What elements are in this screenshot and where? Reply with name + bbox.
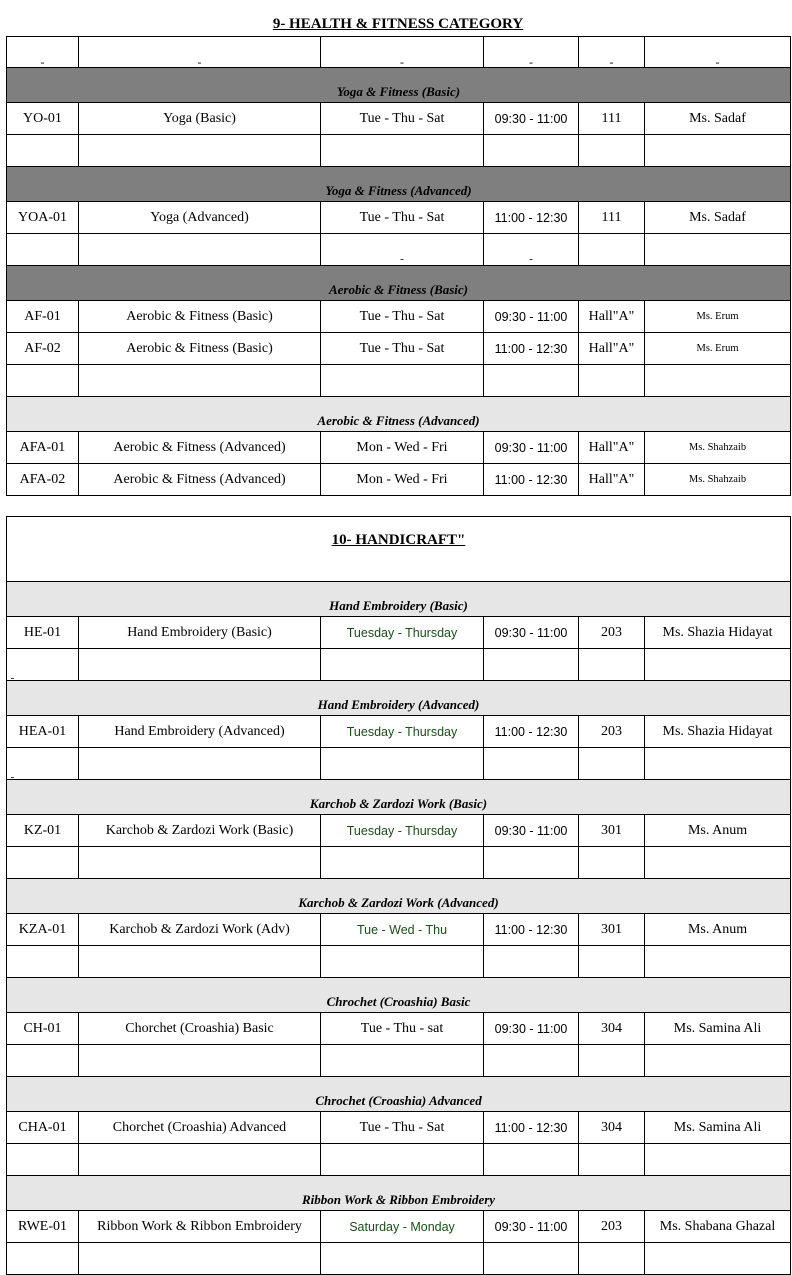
course-room: 111 — [579, 202, 645, 234]
category-header — [7, 397, 791, 432]
empty-cell — [79, 748, 321, 780]
course-days: Tue - Thu - sat — [321, 1013, 484, 1045]
course-room: 203 — [579, 617, 645, 649]
empty-cell — [79, 649, 321, 681]
empty-cell — [79, 946, 321, 978]
table-row — [7, 301, 791, 333]
course-code: AF-01 — [7, 301, 79, 333]
course-time: 11:00 - 12:30 — [484, 1112, 579, 1144]
blank-row — [7, 234, 791, 266]
course-days: Saturday - Monday — [321, 1211, 484, 1243]
category-title: Karchob & Zardozi Work (Advanced) — [7, 879, 791, 914]
course-name: Yoga (Advanced) — [79, 202, 321, 234]
empty-cell — [645, 1045, 791, 1077]
course-code: RWE-01 — [7, 1211, 79, 1243]
course-teacher: Ms. Anum — [645, 914, 791, 946]
empty-cell — [7, 847, 79, 879]
empty-cell — [7, 135, 79, 167]
table-row — [7, 1112, 791, 1144]
course-name: Karchob & Zardozi Work (Basic) — [79, 815, 321, 847]
course-days: Tue - Thu - Sat — [321, 333, 484, 365]
empty-cell — [645, 748, 791, 780]
table-row — [7, 202, 791, 234]
blank-row — [7, 1144, 791, 1176]
table-row — [7, 815, 791, 847]
empty-cell — [579, 1144, 645, 1176]
course-teacher: Ms. Sadaf — [645, 202, 791, 234]
course-room: 111 — [579, 103, 645, 135]
course-time: 09:30 - 11:00 — [484, 301, 579, 333]
course-teacher: Ms. Shahzaib — [645, 432, 791, 464]
course-room: 203 — [579, 716, 645, 748]
category-header — [7, 780, 791, 815]
table-row — [7, 1013, 791, 1045]
section-title-health-fitness: 9- HEALTH & FITNESS CATEGORY — [272, 16, 524, 32]
course-name: Chorchet (Croashia) Advanced — [79, 1112, 321, 1144]
course-time: 11:00 - 12:30 — [484, 464, 579, 496]
empty-cell — [321, 649, 484, 681]
blank-row — [7, 135, 791, 167]
empty-cell — [7, 1144, 79, 1176]
empty-cell — [484, 946, 579, 978]
category-title: Yoga & Fitness (Advanced) — [7, 167, 791, 202]
empty-cell — [579, 847, 645, 879]
course-name: Aerobic & Fitness (Basic) — [79, 333, 321, 365]
health-fitness-table — [6, 36, 791, 496]
course-days: Tuesday - Thursday — [321, 716, 484, 748]
empty-cell — [484, 847, 579, 879]
empty-cell — [645, 365, 791, 397]
empty-cell — [7, 1243, 79, 1275]
table-row — [7, 333, 791, 365]
column-mark: - — [7, 37, 79, 68]
course-time: 09:30 - 11:00 — [484, 1013, 579, 1045]
blank-row — [7, 748, 791, 780]
course-days: Tue - Thu - Sat — [321, 202, 484, 234]
course-code: YO-01 — [7, 103, 79, 135]
row-mark: - — [10, 671, 15, 681]
course-days: Tue - Thu - Sat — [321, 1112, 484, 1144]
course-time: 11:00 - 12:30 — [484, 333, 579, 365]
empty-cell — [645, 135, 791, 167]
empty-cell — [579, 649, 645, 681]
course-teacher: Ms. Anum — [645, 815, 791, 847]
empty-cell — [79, 1243, 321, 1275]
course-code: CHA-01 — [7, 1112, 79, 1144]
table-row — [7, 617, 791, 649]
handicraft-table — [6, 516, 791, 1275]
course-code: AF-02 — [7, 333, 79, 365]
table-row — [7, 914, 791, 946]
empty-cell — [7, 748, 79, 780]
table-row — [7, 464, 791, 496]
category-title: Hand Embroidery (Advanced) — [7, 681, 791, 716]
course-time: 11:00 - 12:30 — [484, 202, 579, 234]
empty-cell — [321, 1045, 484, 1077]
course-teacher: Ms. Samina Ali — [645, 1112, 791, 1144]
column-mark: - — [79, 37, 321, 68]
empty-cell — [579, 1045, 645, 1077]
course-days: Mon - Wed - Fri — [321, 432, 484, 464]
course-time: 09:30 - 11:00 — [484, 815, 579, 847]
empty-cell — [321, 847, 484, 879]
empty-cell — [579, 234, 645, 266]
course-time: 09:30 - 11:00 — [484, 103, 579, 135]
course-code: KZ-01 — [7, 815, 79, 847]
empty-cell — [79, 365, 321, 397]
course-time: 09:30 - 11:00 — [484, 432, 579, 464]
empty-cell — [7, 365, 79, 397]
empty-cell — [645, 649, 791, 681]
course-room: 301 — [579, 914, 645, 946]
course-room: 304 — [579, 1013, 645, 1045]
empty-cell — [484, 649, 579, 681]
column-mark: - — [579, 37, 645, 68]
category-header — [7, 167, 791, 202]
course-code: KZA-01 — [7, 914, 79, 946]
course-teacher: Ms. Samina Ali — [645, 1013, 791, 1045]
empty-cell — [484, 135, 579, 167]
empty-cell: - — [321, 234, 484, 266]
section-title-handicraft: 10- HANDICRAFT" — [7, 517, 791, 550]
category-title: Chrochet (Croashia) Advanced — [7, 1077, 791, 1112]
course-code: HE-01 — [7, 617, 79, 649]
empty-cell — [7, 649, 79, 681]
column-marks-row — [7, 37, 791, 68]
empty-cell — [579, 1243, 645, 1275]
course-name: Aerobic & Fitness (Advanced) — [79, 464, 321, 496]
empty-cell — [645, 1144, 791, 1176]
section-title-row — [7, 517, 791, 550]
category-header — [7, 266, 791, 301]
course-teacher: Ms. Shahzaib — [645, 464, 791, 496]
empty-cell — [484, 365, 579, 397]
course-time: 09:30 - 11:00 — [484, 1211, 579, 1243]
course-room: 203 — [579, 1211, 645, 1243]
category-title: Karchob & Zardozi Work (Basic) — [7, 780, 791, 815]
course-name: Yoga (Basic) — [79, 103, 321, 135]
course-code: AFA-01 — [7, 432, 79, 464]
empty-cell — [79, 1045, 321, 1077]
blank-row — [7, 847, 791, 879]
course-name: Ribbon Work & Ribbon Embroidery — [79, 1211, 321, 1243]
course-room: Hall"A" — [579, 432, 645, 464]
category-header — [7, 1176, 791, 1211]
empty-cell — [645, 946, 791, 978]
empty-cell — [484, 1045, 579, 1077]
course-time: 11:00 - 12:30 — [484, 716, 579, 748]
category-title: Hand Embroidery (Basic) — [7, 582, 791, 617]
table-row — [7, 103, 791, 135]
empty-cell — [321, 1243, 484, 1275]
category-header — [7, 879, 791, 914]
course-days: Mon - Wed - Fri — [321, 464, 484, 496]
course-name: Karchob & Zardozi Work (Adv) — [79, 914, 321, 946]
blank-row — [7, 365, 791, 397]
course-name: Chorchet (Croashia) Basic — [79, 1013, 321, 1045]
empty-cell — [321, 946, 484, 978]
empty-cell — [7, 234, 79, 266]
course-teacher: Ms. Shazia Hidayat — [645, 716, 791, 748]
column-mark: - — [484, 37, 579, 68]
course-teacher: Ms. Shazia Hidayat — [645, 617, 791, 649]
course-code: CH-01 — [7, 1013, 79, 1045]
empty-cell — [321, 1144, 484, 1176]
empty-cell — [79, 1144, 321, 1176]
course-code: YOA-01 — [7, 202, 79, 234]
column-mark: - — [321, 37, 484, 68]
course-days: Tuesday - Thursday — [321, 815, 484, 847]
course-room: Hall"A" — [579, 301, 645, 333]
course-teacher: Ms. Erum — [645, 301, 791, 333]
empty-cell — [79, 135, 321, 167]
category-title: Yoga & Fitness (Basic) — [7, 68, 791, 103]
empty-cell — [7, 1045, 79, 1077]
table-row — [7, 716, 791, 748]
empty-cell — [484, 748, 579, 780]
category-header — [7, 1077, 791, 1112]
row-mark: - — [10, 770, 15, 780]
timetable-sheet — [6, 0, 790, 1275]
category-header — [7, 582, 791, 617]
table-row — [7, 432, 791, 464]
blank-row — [7, 1243, 791, 1275]
course-name: Hand Embroidery (Advanced) — [79, 716, 321, 748]
empty-cell — [579, 365, 645, 397]
course-room: Hall"A" — [579, 464, 645, 496]
blank-row — [7, 649, 791, 681]
column-mark: - — [645, 37, 791, 68]
empty-cell — [579, 946, 645, 978]
empty-cell — [321, 365, 484, 397]
course-days: Tue - Wed - Thu — [321, 914, 484, 946]
category-title: Aerobic & Fitness (Advanced) — [7, 397, 791, 432]
table-row — [7, 1211, 791, 1243]
empty-cell — [79, 847, 321, 879]
category-header — [7, 681, 791, 716]
empty-cell — [645, 847, 791, 879]
blank-row — [7, 1045, 791, 1077]
course-name: Hand Embroidery (Basic) — [79, 617, 321, 649]
course-teacher: Ms. Erum — [645, 333, 791, 365]
course-days: Tue - Thu - Sat — [321, 301, 484, 333]
empty-cell — [7, 946, 79, 978]
course-teacher: Ms. Sadaf — [645, 103, 791, 135]
course-days: Tuesday - Thursday — [321, 617, 484, 649]
course-name: Aerobic & Fitness (Advanced) — [79, 432, 321, 464]
course-name: Aerobic & Fitness (Basic) — [79, 301, 321, 333]
category-title: Chrochet (Croashia) Basic — [7, 978, 791, 1013]
course-code: AFA-02 — [7, 464, 79, 496]
category-header — [7, 978, 791, 1013]
course-code: HEA-01 — [7, 716, 79, 748]
course-room: 301 — [579, 815, 645, 847]
course-days: Tue - Thu - Sat — [321, 103, 484, 135]
course-room: Hall"A" — [579, 333, 645, 365]
course-time: 11:00 - 12:30 — [484, 914, 579, 946]
section-title-spacer — [7, 549, 791, 582]
course-room: 304 — [579, 1112, 645, 1144]
category-title: Aerobic & Fitness (Basic) — [7, 266, 791, 301]
empty-cell — [321, 135, 484, 167]
empty-cell — [321, 748, 484, 780]
empty-cell — [484, 1243, 579, 1275]
course-teacher: Ms. Shabana Ghazal — [645, 1211, 791, 1243]
empty-cell: - — [484, 234, 579, 266]
empty-cell — [579, 135, 645, 167]
empty-cell — [579, 748, 645, 780]
empty-cell — [79, 234, 321, 266]
category-header — [7, 68, 791, 103]
empty-cell — [645, 1243, 791, 1275]
category-title: Ribbon Work & Ribbon Embroidery — [7, 1176, 791, 1211]
empty-cell — [645, 234, 791, 266]
empty-cell — [484, 1144, 579, 1176]
blank-row — [7, 946, 791, 978]
course-time: 09:30 - 11:00 — [484, 617, 579, 649]
